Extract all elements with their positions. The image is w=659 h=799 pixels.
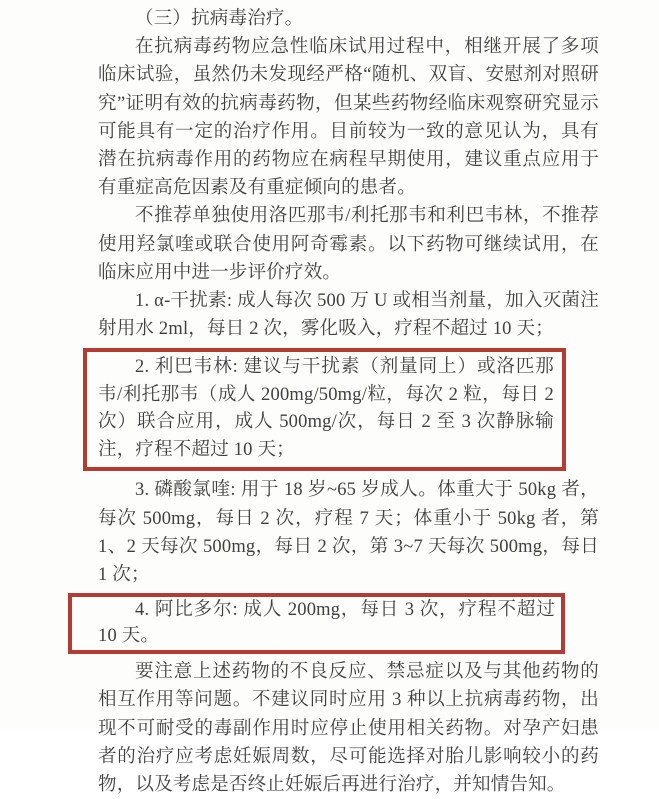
drug-item-arbidol: 4. 阿比多尔: 成人 200mg，每日 3 次，疗程不超过 10 天。	[98, 600, 555, 647]
drug-item-interferon: 1. α-干扰素: 成人每次 500 万 U 或相当剂量，加入灭菌注射用水 2ml，每日 2 次，雾化吸入，疗程不超过 10 天；	[98, 291, 599, 340]
closing-paragraph: 要注意上述药物的不良反应、禁忌症以及与其他药物的相互作用等问题。不建议同时应用 3 种以上抗病毒药物，出现不可耐受的毒副作用时应停止使用相关药物。对孕产妇患者的治疗应考虑妊娠周数，尽可能选择对胎儿影响较小的药物，以及考虑是否终止妊娠后再进行治疗，并知情告知。	[98, 662, 599, 796]
intro-paragraph-recommendations: 不推荐单独使用洛匹那韦/利托那韦和利巴韦林，不推荐使用羟氯喹或联合使用阿奇霉素。以下药物可继续试用，在临床应用中进一步评价疗效。	[98, 206, 599, 283]
section-heading: （三）抗病毒治疗。	[135, 9, 304, 29]
drug-item-ribavirin: 2. 利巴韦林: 建议与干扰素（剂量同上）或洛匹那韦/利托那韦（成人 200mg/50mg/粒，每次 2 粒，每日 2 次）联合应用，成人 500mg/次，每日 2 至 3 次静脉输注，疗程不超过 10 天；	[98, 357, 554, 460]
intro-paragraph-clinical-trials: 在抗病毒药物应急性临床试用过程中，相继开展了多项临床试验，虽然仍未发现经严格“随机、双盲、安慰剂对照研究”证明有效的抗病毒药物，但某些药物经临床观察研究显示可能具有一定的治疗作用。目前较为一致的意见认为，具有潜在抗病毒作用的药物应在病程早期使用，建议重点应用于有重症高危因素及有重症倾向的患者。	[98, 37, 599, 199]
drug-item-chloroquine-phosphate: 3. 磷酸氯喹: 用于 18 岁~65 岁成人。体重大于 50kg 者，每次 500mg，每日 2 次，疗程 7 天；体重小于 50kg 者，第 1、2 天每次 500mg，每日 2 次，第 3~7 天每次 500mg，每日 1 次；	[98, 480, 599, 586]
highlight-box-ribavirin	[83, 348, 566, 471]
highlight-box-arbidol	[68, 593, 565, 654]
